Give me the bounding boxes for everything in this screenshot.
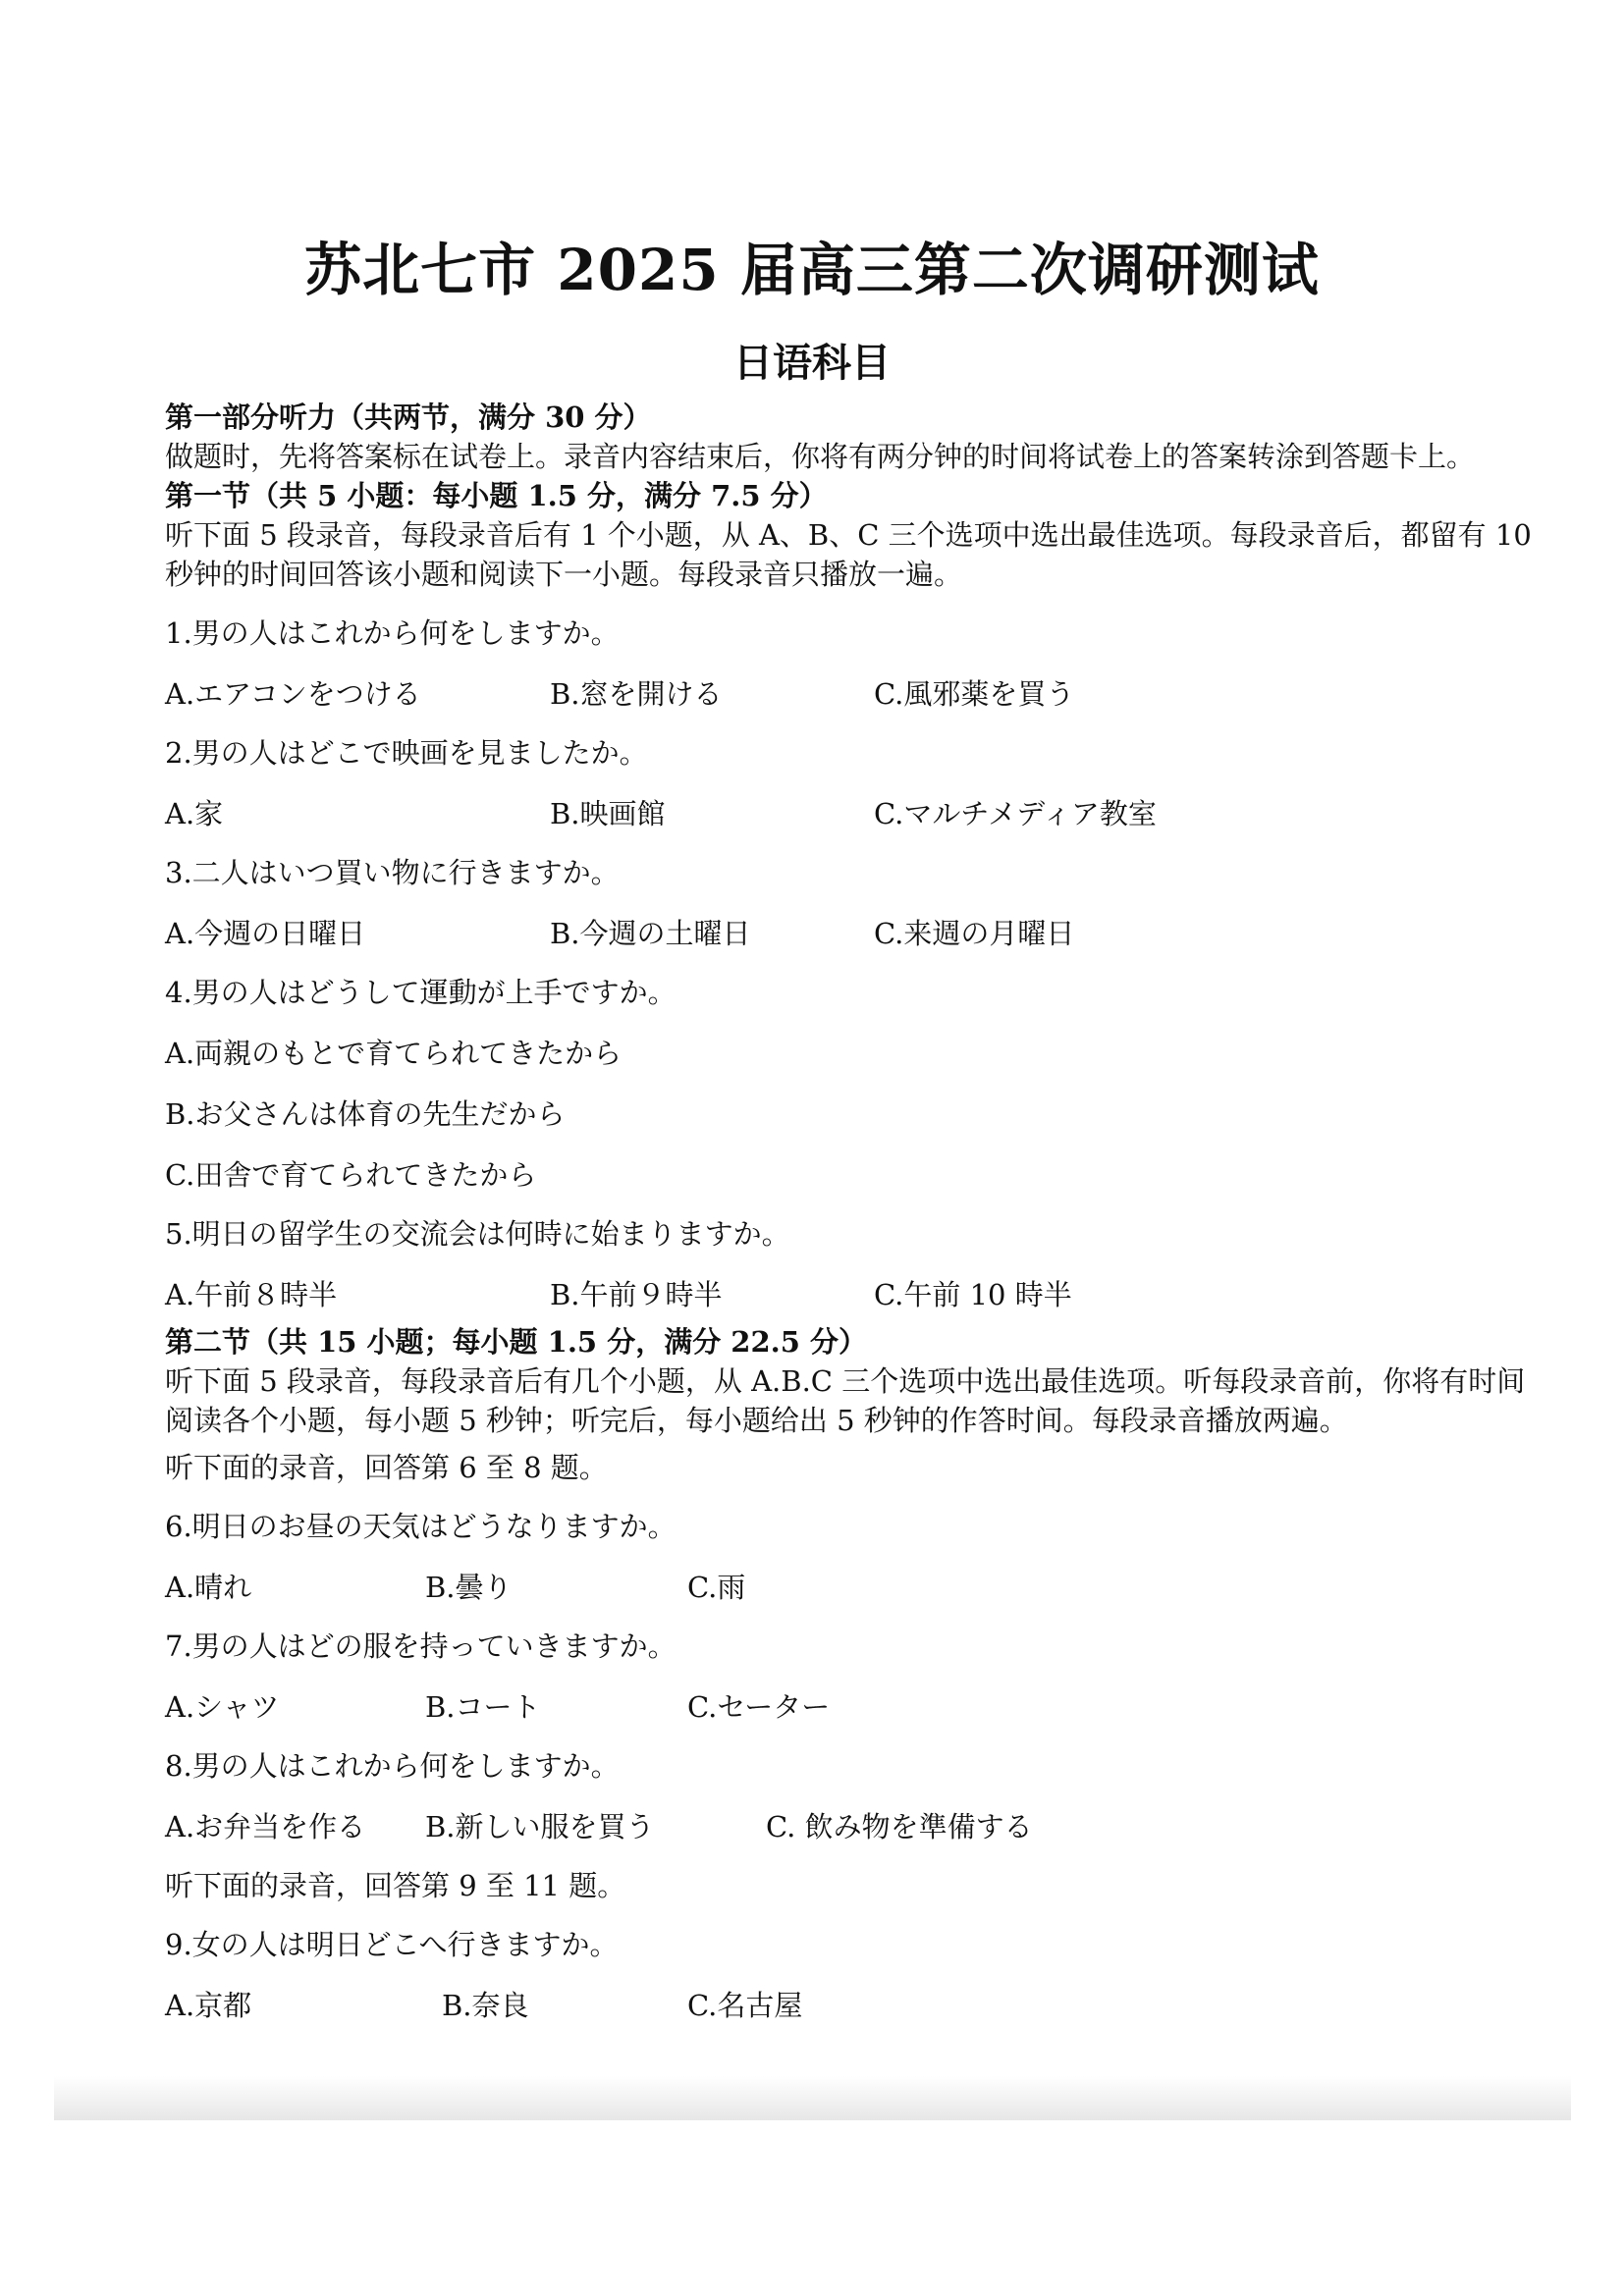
option-9b: B.奈良 (442, 1989, 529, 2022)
option-6a: A.晴れ (165, 1571, 252, 1604)
option-2a: A.家 (165, 797, 224, 830)
group-6-8-intro: 听下面的录音，回答第 6 至 8 题。 (165, 1451, 608, 1484)
question-1: 1.男の人はこれから何をしますか。 (165, 616, 620, 650)
option-3b: B.今週の土曜日 (550, 917, 751, 950)
option-7b: B.コート (425, 1690, 541, 1724)
section1-heading: 第一节（共 5 小题：每小题 1.5 分，满分 7.5 分） (165, 479, 828, 512)
question-8: 8.男の人はこれから何をしますか。 (165, 1749, 620, 1783)
options-5 (165, 1275, 1532, 1314)
options-6 (165, 1568, 1532, 1607)
option-7c: C.セーター (687, 1690, 831, 1724)
question-3: 3.二人はいつ買い物に行きますか。 (165, 856, 620, 889)
option-3a: A.今週の日曜日 (165, 917, 366, 950)
option-1b: B.窓を開ける (550, 677, 723, 711)
options-2 (165, 794, 1532, 833)
option-9c: C.名古屋 (687, 1989, 803, 2022)
exam-subtitle: 日语科目 (733, 341, 891, 386)
option-6c: C.雨 (687, 1571, 746, 1604)
section2-heading: 第二节（共 15 小题；每小题 1.5 分，满分 22.5 分） (165, 1325, 868, 1359)
part1-heading: 第一部分听力（共两节，满分 30 分） (165, 400, 652, 434)
exam-content (165, 398, 1532, 2025)
exam-title: 苏北七市 2025 届高三第二次调研测试 (304, 237, 1320, 303)
option-8c: C. 飲み物を準備する (766, 1810, 1033, 1843)
option-7a: A.シャツ (165, 1690, 280, 1724)
option-5a: A.午前８時半 (165, 1278, 338, 1311)
part1-instructions: 做题时，先将答案标在试卷上。录音内容结束后，你将有两分钟的时间将试卷上的答案转涂到答题卡上。 (165, 440, 1476, 473)
option-1c: C.風邪薬を買う (874, 677, 1075, 711)
option-3c: C.来週の月曜日 (874, 917, 1075, 950)
option-6b: B.曇り (425, 1571, 513, 1604)
question-4: 4.男の人はどうして運動が上手ですか。 (165, 976, 677, 1009)
question-7: 7.男の人はどの服を持っていきますか。 (165, 1629, 677, 1663)
option-2b: B.映画館 (550, 797, 666, 830)
options-8 (165, 1807, 1532, 1846)
option-5b: B.午前９時半 (550, 1278, 723, 1311)
option-4b: B.お父さんは体育の先生だから (165, 1097, 566, 1131)
question-5: 5.明日の留学生の交流会は何時に始まりますか。 (165, 1217, 790, 1251)
section2-instructions: 听下面 5 段录音，每段录音后有几个小题，从 A.B.C 三个选项中选出最佳选项。听每段录音前，你将有时间阅读各个小题，每小题 5 秒钟；听完后，每小题给出 5 秒钟的作答时间。每段录音播放两遍。 (165, 1364, 1526, 1437)
question-9: 9.女の人は明日どこへ行きますか。 (165, 1928, 619, 1961)
options-1 (165, 674, 1532, 714)
option-4a: A.両親のもとで育てられてきたから (165, 1037, 623, 1070)
question-2: 2.男の人はどこで映画を見ましたか。 (165, 736, 648, 770)
section1-instructions: 听下面 5 段录音，每段录音后有 1 个小题，从 A、B、C 三个选项中选出最佳选项。每段录音后，都留有 10 秒钟的时间回答该小题和阅读下一小题。每段录音只播放一遍。 (165, 518, 1532, 591)
options-9 (165, 1986, 1532, 2025)
option-9a: A.京都 (165, 1989, 252, 2022)
option-1a: A.エアコンをつける (165, 677, 421, 711)
options-3 (165, 914, 1532, 953)
option-8b: B.新しい服を買う (425, 1810, 655, 1843)
page-bottom-shadow (54, 2076, 1571, 2120)
option-4c: C.田舎で育てられてきたから (165, 1158, 537, 1192)
options-7 (165, 1687, 1532, 1727)
option-5c: C.午前 10 時半 (874, 1278, 1072, 1311)
option-2c: C.マルチメディア教室 (874, 797, 1157, 830)
group-9-11-intro: 听下面的录音，回答第 9 至 11 题。 (165, 1869, 626, 1902)
option-8a: A.お弁当を作る (165, 1810, 366, 1843)
question-6: 6.明日のお昼の天気はどうなりますか。 (165, 1510, 677, 1543)
